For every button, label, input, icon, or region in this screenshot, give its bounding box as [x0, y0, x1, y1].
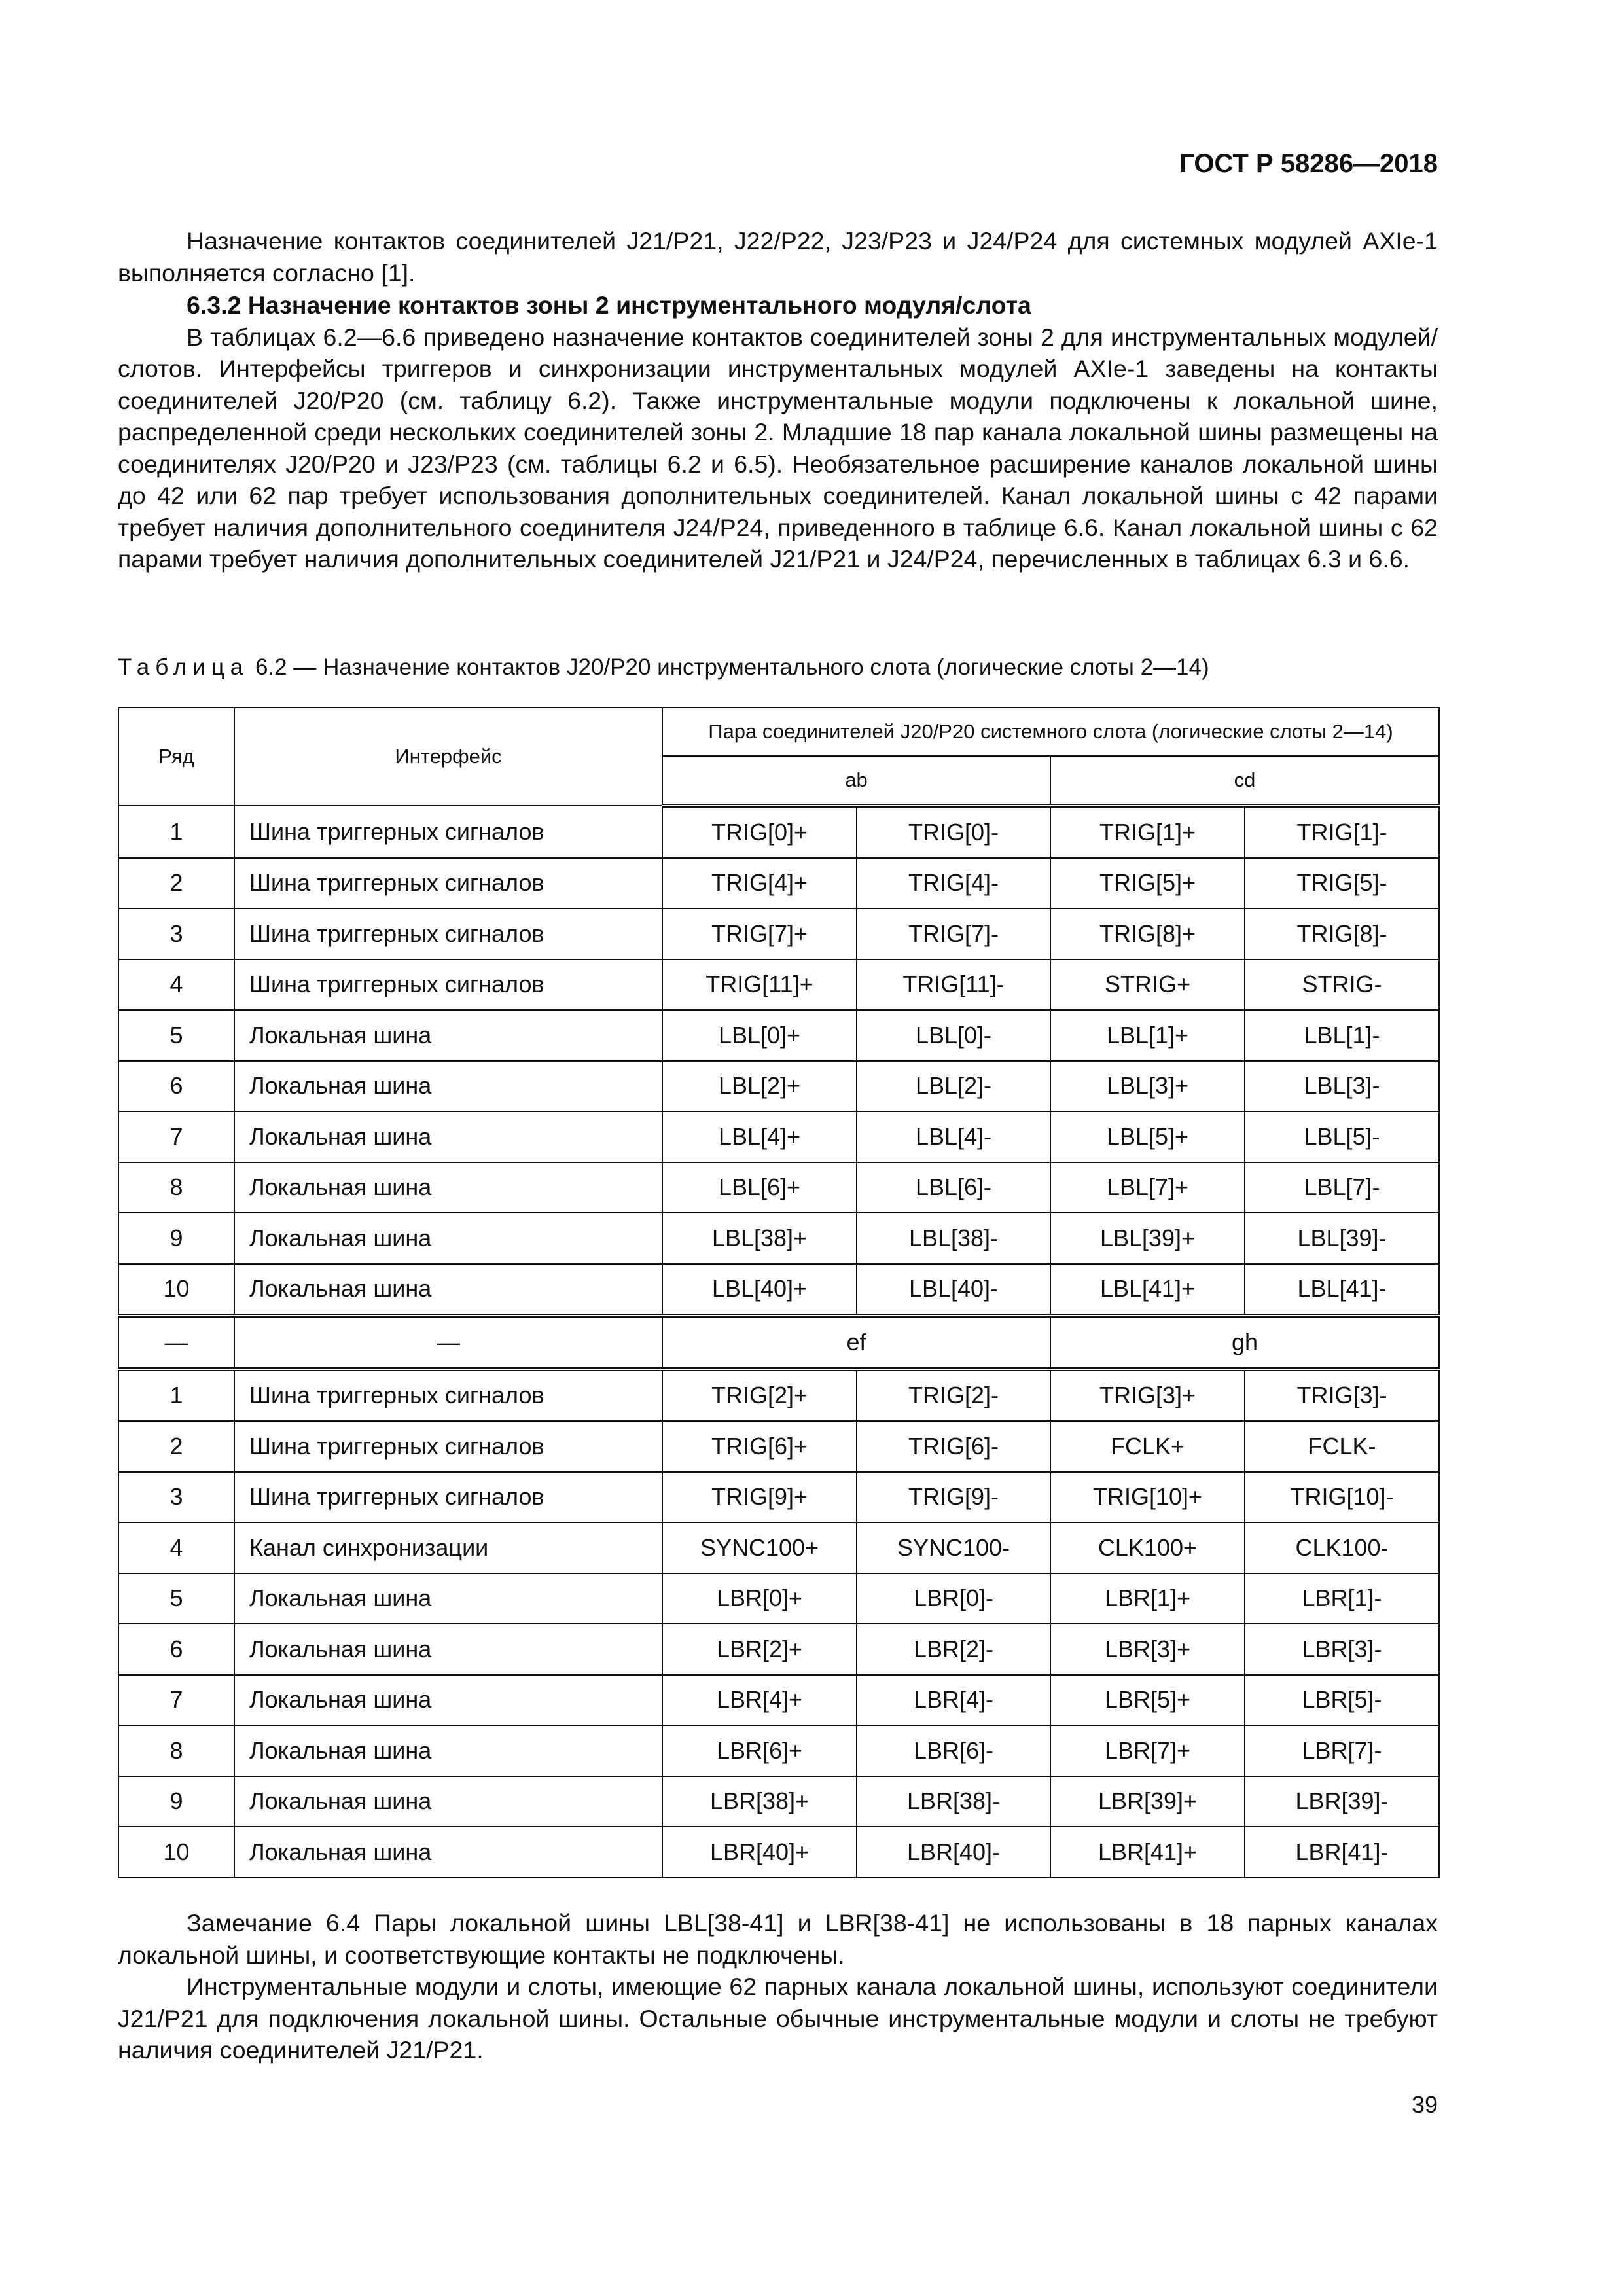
cell-pin-4: TRIG[8]- — [1245, 908, 1439, 960]
closing-paragraph: Инструментальные модули и слоты, имеющие 62 парных канала локальной шины, используют соединители J21/P21 для подключения локальной шины. Остальные обычные инструментальные модули и слоты не требуют наличия соединителей J21/P21. — [118, 1973, 1438, 2064]
section-heading: 6.3.2 Назначение контактов зоны 2 инструментального модуля/слота — [187, 291, 1031, 319]
cell-pin-4: TRIG[1]- — [1245, 806, 1439, 858]
separator-group-ef: ef — [662, 1316, 1050, 1369]
cell-pin-4: TRIG[5]- — [1245, 858, 1439, 909]
cell-interface-name: Шина триггерных сигналов — [234, 908, 662, 960]
cell-pin-1: TRIG[9]+ — [662, 1472, 857, 1523]
table-caption-label: Таблица — [118, 655, 249, 680]
cell-interface-name: Канал синхронизации — [234, 1522, 662, 1573]
cell-pin-4: LBL[39]- — [1245, 1213, 1439, 1264]
section-6-3-2 — [118, 289, 1438, 575]
cell-pin-2: LBL[6]- — [857, 1162, 1050, 1213]
cell-pin-3: LBR[7]+ — [1050, 1725, 1245, 1776]
cell-row-number: 9 — [118, 1213, 234, 1264]
cell-pin-1: LBL[2]+ — [662, 1061, 857, 1112]
separator-group-gh: gh — [1050, 1316, 1439, 1369]
cell-interface-name: Локальная шина — [234, 1162, 662, 1213]
table-caption-text: 6.2 — Назначение контактов J20/P20 инструментального слота (логические слоты 2—14) — [255, 655, 1209, 680]
intro-text: Назначение контактов соединителей J21/P21, J22/P22, J23/P23 и J24/P24 для системных модулей AXIe-1 выполняется согласно [1]. — [118, 227, 1438, 287]
cell-interface-name: Локальная шина — [234, 1061, 662, 1112]
cell-row-number: 9 — [118, 1776, 234, 1827]
cell-pin-2: LBR[4]- — [857, 1675, 1050, 1726]
cell-interface-name: Локальная шина — [234, 1111, 662, 1162]
cell-pin-4: LBL[41]- — [1245, 1264, 1439, 1316]
cell-pin-4: LBR[41]- — [1245, 1827, 1439, 1878]
cell-interface-name: Локальная шина — [234, 1010, 662, 1061]
cell-row-number: 10 — [118, 1264, 234, 1316]
table-row — [118, 1624, 1439, 1675]
table-separator-row — [118, 1316, 1439, 1369]
cell-pin-1: LBR[38]+ — [662, 1776, 857, 1827]
cell-pin-4: LBL[3]- — [1245, 1061, 1439, 1112]
cell-row-number: 2 — [118, 858, 234, 909]
cell-pin-3: FCLK+ — [1050, 1421, 1245, 1472]
cell-row-number: 2 — [118, 1421, 234, 1472]
pin-assignment-table — [118, 707, 1440, 1878]
table-row — [118, 1369, 1439, 1422]
table-row — [118, 1472, 1439, 1523]
cell-pin-2: TRIG[2]- — [857, 1369, 1050, 1422]
cell-pin-3: LBR[41]+ — [1050, 1827, 1245, 1878]
cell-pin-1: LBL[40]+ — [662, 1264, 857, 1316]
cell-pin-1: LBL[0]+ — [662, 1010, 857, 1061]
cell-pin-2: TRIG[4]- — [857, 858, 1050, 909]
table-row — [118, 1213, 1439, 1264]
cell-row-number: 1 — [118, 806, 234, 858]
header-row-label: Ряд — [118, 708, 234, 806]
cell-pin-4: LBL[1]- — [1245, 1010, 1439, 1061]
cell-row-number: 4 — [118, 960, 234, 1011]
cell-pin-4: LBL[5]- — [1245, 1111, 1439, 1162]
cell-pin-2: TRIG[11]- — [857, 960, 1050, 1011]
cell-row-number: 10 — [118, 1827, 234, 1878]
cell-interface-name: Шина триггерных сигналов — [234, 806, 662, 858]
cell-interface-name: Локальная шина — [234, 1624, 662, 1675]
cell-pin-4: LBR[1]- — [1245, 1573, 1439, 1624]
table-row — [118, 1827, 1439, 1878]
cell-pin-4: TRIG[10]- — [1245, 1472, 1439, 1523]
table-row — [118, 1675, 1439, 1726]
cell-pin-4: LBR[5]- — [1245, 1675, 1439, 1726]
cell-pin-3: LBR[39]+ — [1050, 1776, 1245, 1827]
cell-pin-3: STRIG+ — [1050, 960, 1245, 1011]
intro-paragraph — [118, 225, 1438, 289]
cell-pin-4: LBR[39]- — [1245, 1776, 1439, 1827]
separator-interface: — — [234, 1316, 662, 1369]
cell-pin-4: STRIG- — [1245, 960, 1439, 1011]
table-row — [118, 858, 1439, 909]
cell-pin-3: TRIG[1]+ — [1050, 806, 1245, 858]
cell-pin-1: LBL[38]+ — [662, 1213, 857, 1264]
cell-pin-1: SYNC100+ — [662, 1522, 857, 1573]
table-group-ab-cd — [118, 806, 1439, 1316]
cell-row-number: 5 — [118, 1573, 234, 1624]
cell-interface-name: Локальная шина — [234, 1776, 662, 1827]
cell-interface-name: Локальная шина — [234, 1213, 662, 1264]
cell-pin-3: LBR[1]+ — [1050, 1573, 1245, 1624]
cell-pin-3: LBL[39]+ — [1050, 1213, 1245, 1264]
cell-pin-3: LBL[41]+ — [1050, 1264, 1245, 1316]
cell-pin-4: TRIG[3]- — [1245, 1369, 1439, 1422]
table-row — [118, 1522, 1439, 1573]
table-row — [118, 806, 1439, 858]
page-number: 39 — [1411, 2091, 1438, 2118]
table-row — [118, 1725, 1439, 1776]
cell-pin-2: LBL[2]- — [857, 1061, 1050, 1112]
cell-pin-3: LBL[5]+ — [1050, 1111, 1245, 1162]
cell-row-number: 3 — [118, 908, 234, 960]
table-row — [118, 1264, 1439, 1316]
cell-interface-name: Шина триггерных сигналов — [234, 858, 662, 909]
cell-pin-1: TRIG[11]+ — [662, 960, 857, 1011]
cell-pin-2: LBR[6]- — [857, 1725, 1050, 1776]
cell-pin-1: LBR[6]+ — [662, 1725, 857, 1776]
cell-pin-3: LBR[5]+ — [1050, 1675, 1245, 1726]
table-row — [118, 1776, 1439, 1827]
cell-pin-3: TRIG[5]+ — [1050, 858, 1245, 909]
cell-pin-1: TRIG[0]+ — [662, 806, 857, 858]
note-paragraph: Замечание 6.4 Пары локальной шины LBL[38-41] и LBR[38-41] не использованы в 18 парных каналах локальной шины, и соответствующие контакты не подключены. — [118, 1909, 1438, 1969]
after-table-text — [118, 1907, 1438, 2066]
cell-interface-name: Шина триггерных сигналов — [234, 1369, 662, 1422]
cell-interface-name: Шина триггерных сигналов — [234, 1421, 662, 1472]
cell-pin-1: LBL[6]+ — [662, 1162, 857, 1213]
cell-pin-2: LBL[38]- — [857, 1213, 1050, 1264]
cell-pin-2: LBR[40]- — [857, 1827, 1050, 1878]
header-connector-pair: Пара соединителей J20/P20 системного слота (логические слоты 2—14) — [662, 708, 1439, 756]
cell-pin-1: LBR[2]+ — [662, 1624, 857, 1675]
cell-pin-3: TRIG[8]+ — [1050, 908, 1245, 960]
table-row — [118, 1162, 1439, 1213]
cell-row-number: 8 — [118, 1162, 234, 1213]
cell-interface-name: Шина триггерных сигналов — [234, 1472, 662, 1523]
cell-pin-2: LBL[40]- — [857, 1264, 1050, 1316]
table-row — [118, 960, 1439, 1011]
cell-pin-3: LBL[3]+ — [1050, 1061, 1245, 1112]
cell-pin-3: CLK100+ — [1050, 1522, 1245, 1573]
cell-interface-name: Шина триггерных сигналов — [234, 960, 662, 1011]
cell-pin-3: TRIG[3]+ — [1050, 1369, 1245, 1422]
cell-pin-1: TRIG[6]+ — [662, 1421, 857, 1472]
cell-pin-3: LBR[3]+ — [1050, 1624, 1245, 1675]
cell-pin-2: LBL[0]- — [857, 1010, 1050, 1061]
cell-pin-4: LBR[3]- — [1245, 1624, 1439, 1675]
cell-pin-2: SYNC100- — [857, 1522, 1050, 1573]
cell-row-number: 5 — [118, 1010, 234, 1061]
cell-pin-4: CLK100- — [1245, 1522, 1439, 1573]
table-row — [118, 1010, 1439, 1061]
table-caption — [118, 655, 1209, 681]
cell-pin-2: TRIG[6]- — [857, 1421, 1050, 1472]
header-group-cd: cd — [1050, 756, 1439, 806]
cell-row-number: 6 — [118, 1061, 234, 1112]
document-header: ГОСТ Р 58286—2018 — [1179, 149, 1438, 178]
cell-pin-1: TRIG[4]+ — [662, 858, 857, 909]
cell-pin-1: LBL[4]+ — [662, 1111, 857, 1162]
cell-pin-1: LBR[0]+ — [662, 1573, 857, 1624]
cell-pin-2: LBL[4]- — [857, 1111, 1050, 1162]
header-group-ab: ab — [662, 756, 1050, 806]
cell-pin-4: LBR[7]- — [1245, 1725, 1439, 1776]
cell-pin-2: LBR[2]- — [857, 1624, 1050, 1675]
table-group-ef-gh — [118, 1369, 1439, 1878]
cell-row-number: 7 — [118, 1111, 234, 1162]
cell-pin-4: LBL[7]- — [1245, 1162, 1439, 1213]
cell-interface-name: Локальная шина — [234, 1264, 662, 1316]
section-body: В таблицах 6.2—6.6 приведено назначение контактов соединителей зоны 2 для инструментальных модулей/слотов. Интерфейсы триггеров и синхронизации инструментальных модулей AXIe-1 заведены на контакты соединителей J20/P20 (см. таблицу 6.2). Также инструментальные модули подключены к локальной шине, распределенной среди нескольких соединителей зоны 2. Младшие 18 пар канала локальной шины размещены на соединителях J20/P20 и J23/P23 (см. таблицы 6.2 и 6.5). Необязательное расширение каналов локальной шины до 42 или 62 пар требует использования дополнительных соединителей. Канал локальной шины с 42 парами требует наличия дополнительного соединителя J24/P24, приведенного в таблице 6.6. Канал локальной шины с 62 парами требует наличия дополнительных соединителей J21/P21 и J24/P24, перечисленных в таблицах 6.3 и 6.6. — [118, 323, 1438, 573]
cell-row-number: 1 — [118, 1369, 234, 1422]
cell-interface-name: Локальная шина — [234, 1827, 662, 1878]
cell-pin-3: LBL[7]+ — [1050, 1162, 1245, 1213]
cell-pin-2: TRIG[7]- — [857, 908, 1050, 960]
cell-pin-3: LBL[1]+ — [1050, 1010, 1245, 1061]
table-row — [118, 1573, 1439, 1624]
cell-row-number: 4 — [118, 1522, 234, 1573]
cell-row-number: 7 — [118, 1675, 234, 1726]
table-row — [118, 1061, 1439, 1112]
cell-interface-name: Локальная шина — [234, 1573, 662, 1624]
separator-row-label: — — [118, 1316, 234, 1369]
cell-pin-1: LBR[40]+ — [662, 1827, 857, 1878]
cell-row-number: 6 — [118, 1624, 234, 1675]
cell-pin-4: FCLK- — [1245, 1421, 1439, 1472]
cell-pin-1: LBR[4]+ — [662, 1675, 857, 1726]
cell-pin-2: TRIG[9]- — [857, 1472, 1050, 1523]
cell-pin-2: LBR[0]- — [857, 1573, 1050, 1624]
cell-row-number: 8 — [118, 1725, 234, 1776]
cell-pin-1: TRIG[2]+ — [662, 1369, 857, 1422]
cell-pin-3: TRIG[10]+ — [1050, 1472, 1245, 1523]
header-interface: Интерфейс — [234, 708, 662, 806]
cell-interface-name: Локальная шина — [234, 1725, 662, 1776]
cell-row-number: 3 — [118, 1472, 234, 1523]
table-row — [118, 1421, 1439, 1472]
table-row — [118, 908, 1439, 960]
cell-pin-2: LBR[38]- — [857, 1776, 1050, 1827]
cell-interface-name: Локальная шина — [234, 1675, 662, 1726]
table-row — [118, 1111, 1439, 1162]
cell-pin-2: TRIG[0]- — [857, 806, 1050, 858]
cell-pin-1: TRIG[7]+ — [662, 908, 857, 960]
